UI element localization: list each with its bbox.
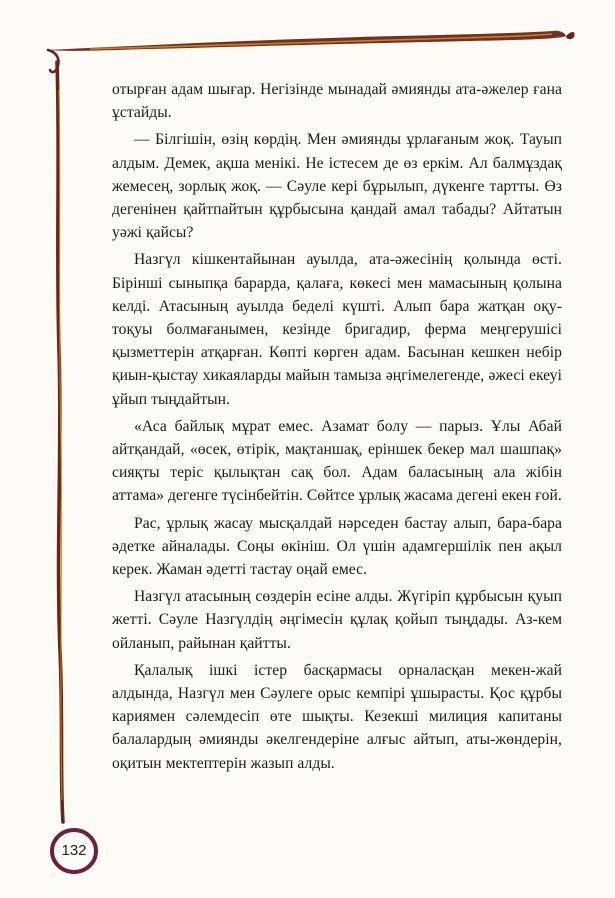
paragraph-5: Рас, ұрлық жасау мысқалдай нәрседен бастау алып, бара-бара әдетке айналады. Соңы өкініш. Ол үшін адамгершілік пен ақыл керек. Жаман әдетті тастау оңай емес. bbox=[112, 514, 562, 579]
body-text bbox=[112, 78, 562, 779]
paragraph-6: Назгүл атасының сөздерін есіне алды. Жүгіріп құрбысын қуып жетті. Сәуле Назгүлдің әңгімесін құлақ қойып тыңдады. Аз-кем ойланып, райынан қайтты. bbox=[112, 588, 562, 652]
paragraph-7: Қалалық ішкі істер басқармасы орналасқан мекен-жай алдында, Назгүл мен Сәулеге орыс кемпірі ұшырасты. Қос құрбы кариямен сәлемдесіп өте шықты. Кезекші милиция капитаны балалардың әмиянды әкелгендеріне алғыс айтып, аты-жөндерін, оқитын мектептерін жазып алды. bbox=[112, 661, 562, 772]
top-border-tail bbox=[566, 32, 575, 39]
paragraph-1: отырған адам шығар. Негізінде мынадай әмиянды ата-әжелер ғана ұстайды. bbox=[112, 81, 562, 122]
page-number: 132 bbox=[61, 841, 87, 859]
paragraph-4: «Аса байлық мұрат емес. Азамат болу — парыз. Ұлы Абай айтқандай, «өсек, өтірік, мақтаншақ, еріншек бекер мал шашпақ» сияқты теріс қылықтан сақ бол. Адам баласының ала жібін аттама» дегенге түсінбейтін. Сөйтсе ұрлық жасама дегені екен ғой. bbox=[112, 417, 562, 505]
paragraph-3: Назгүл кішкентайынан ауылда, ата-әжесінің қолында өсті. Бірінші сыныпқа барарда, қалаға, көкесі мен мамасының қолына келді. Атасының ауылда беделі күшті. Алып бара жатқан оқу-тоқуы болмағанымен, кезінде бригадир, ферма меңгерушісі қызметтерін атқарған. Көпті көрген адам. Басынан кешкен небір қиын-қыстау хикаяларды майын тамыза әңгімелегенде, әжесі екеуі ұйып тыңдайтын. bbox=[112, 251, 562, 408]
paragraph-2: — Білгішін, өзің көрдің. Мен әмиянды ұрлағаным жоқ. Тауып алдым. Демек, ақша менікі. Не істесем де өз еркім. Ал балмұздақ жемесең, зорлық жоқ. — Сәуле кері бұрылып, дүкенге тартты. Өз дегенінен қайтпайтын құрбысына қандай амал табады? Айтатын уәжі қайсы? bbox=[112, 131, 562, 242]
